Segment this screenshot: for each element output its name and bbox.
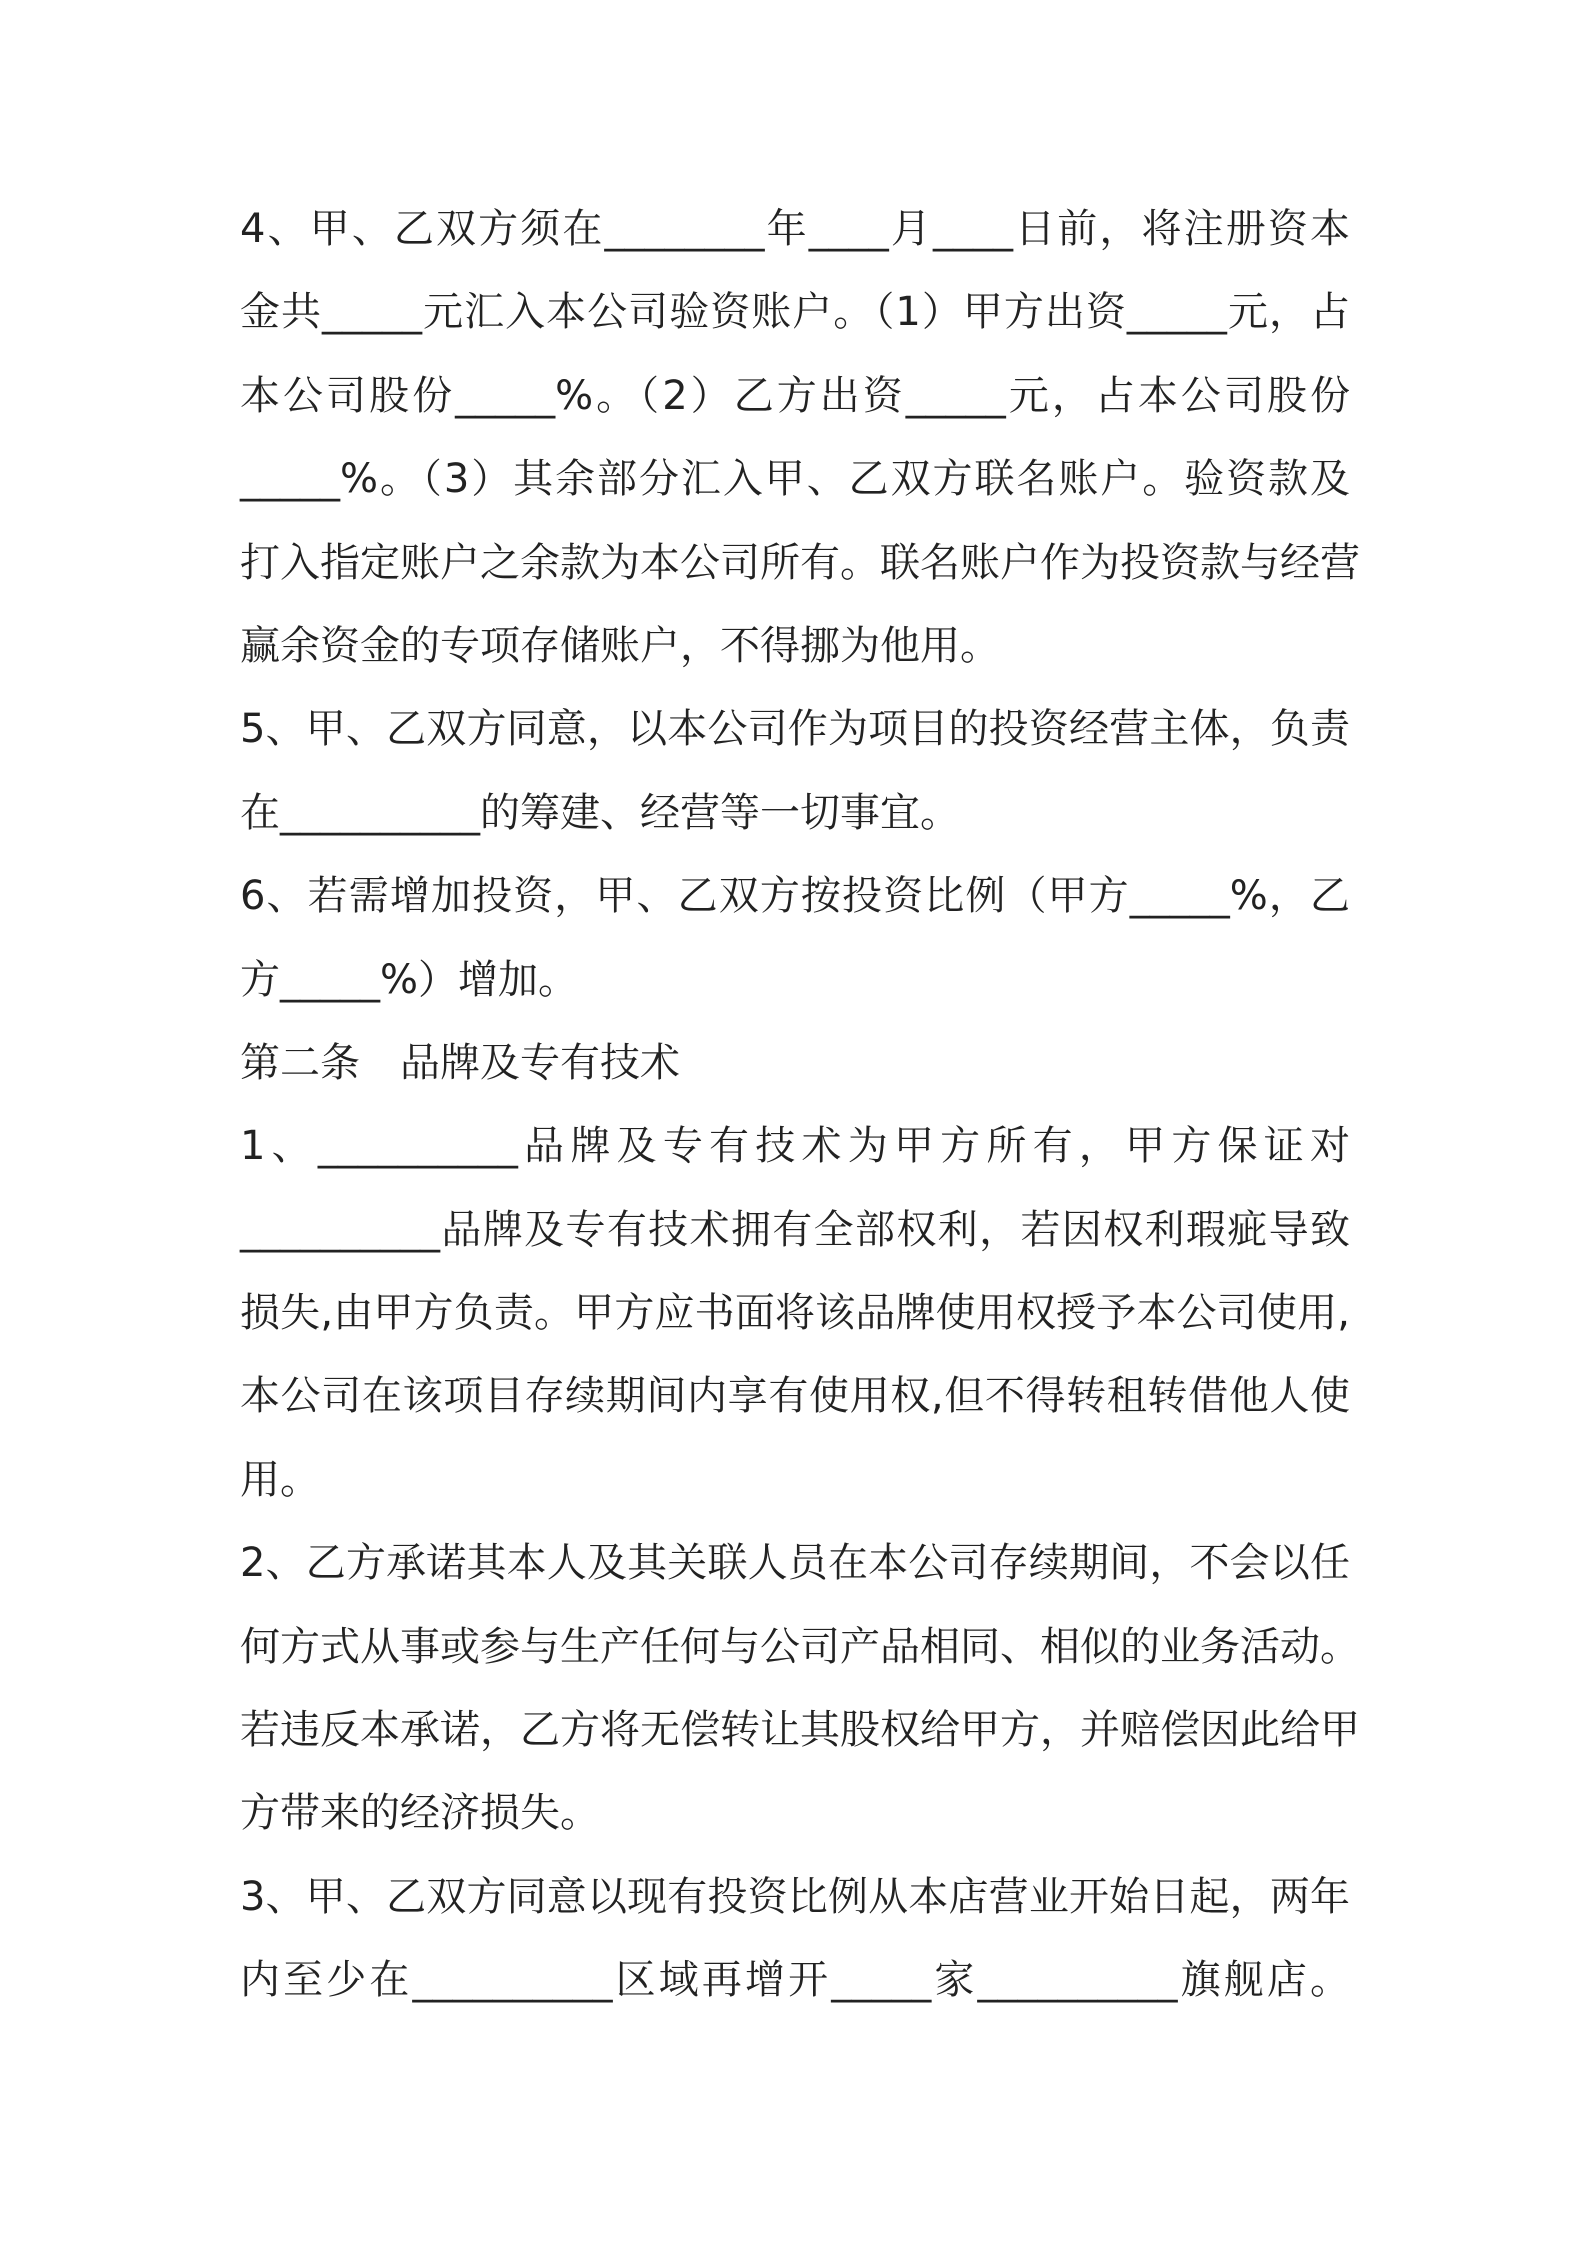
text-line: 本公司在该项目存续期间内享有使用权,但不得转租转借他人使 (240, 1373, 1350, 1420)
section-heading: 第二条 品牌及专有技术 (240, 1039, 680, 1086)
text-line: 赢余资金的专项存储账户，不得挪为他用。 (240, 622, 1000, 669)
text-line: 5、甲、乙双方同意，以本公司作为项目的投资经营主体，负责 (240, 706, 1350, 753)
document-body (240, 188, 1360, 2023)
text-line: 3、甲、乙双方同意以现有投资比例从本店营业开始日起，两年 (240, 1873, 1350, 1920)
text-line: 打入指定账户之余款为本公司所有。联名账户作为投资款与经营 (240, 539, 1360, 586)
text-line: 金共_____元汇入本公司验资账户。（1）甲方出资_____元，占 (240, 289, 1350, 336)
text-line: 方带来的经济损失。 (240, 1790, 600, 1837)
text-line: 何方式从事或参与生产任何与公司产品相同、相似的业务活动。 (240, 1623, 1360, 1670)
text-line: __________品牌及专有技术拥有全部权利，若因权利瑕疵导致 (240, 1206, 1350, 1253)
text-line: 6、若需增加投资，甲、乙双方按投资比例（甲方_____%，乙 (240, 873, 1350, 920)
text-line: 用。 (240, 1456, 320, 1503)
text-line: 2、乙方承诺其本人及其关联人员在本公司存续期间，不会以任 (240, 1540, 1350, 1587)
text-line: 方_____%）增加。 (240, 956, 579, 1003)
text-line: 本公司股份_____%。（2）乙方出资_____元，占本公司股份 (240, 372, 1350, 419)
text-line: 在__________的筹建、经营等一切事宜。 (240, 789, 960, 836)
text-line: _____%。（3）其余部分汇入甲、乙双方联名账户。验资款及 (240, 456, 1350, 503)
text-line: 内至少在__________区域再增开_____家__________旗舰店。 (240, 1957, 1350, 2004)
text-line: 损失,由甲方负责。甲方应书面将该品牌使用权授予本公司使用, (240, 1290, 1350, 1337)
text-line: 4、甲、乙双方须在________年____月____日前，将注册资本 (240, 206, 1350, 252)
text-line: 若违反本承诺，乙方将无偿转让其股权给甲方，并赔偿因此给甲 (240, 1707, 1360, 1754)
text-line: 1、__________品牌及专有技术为甲方所有，甲方保证对 (240, 1123, 1350, 1170)
